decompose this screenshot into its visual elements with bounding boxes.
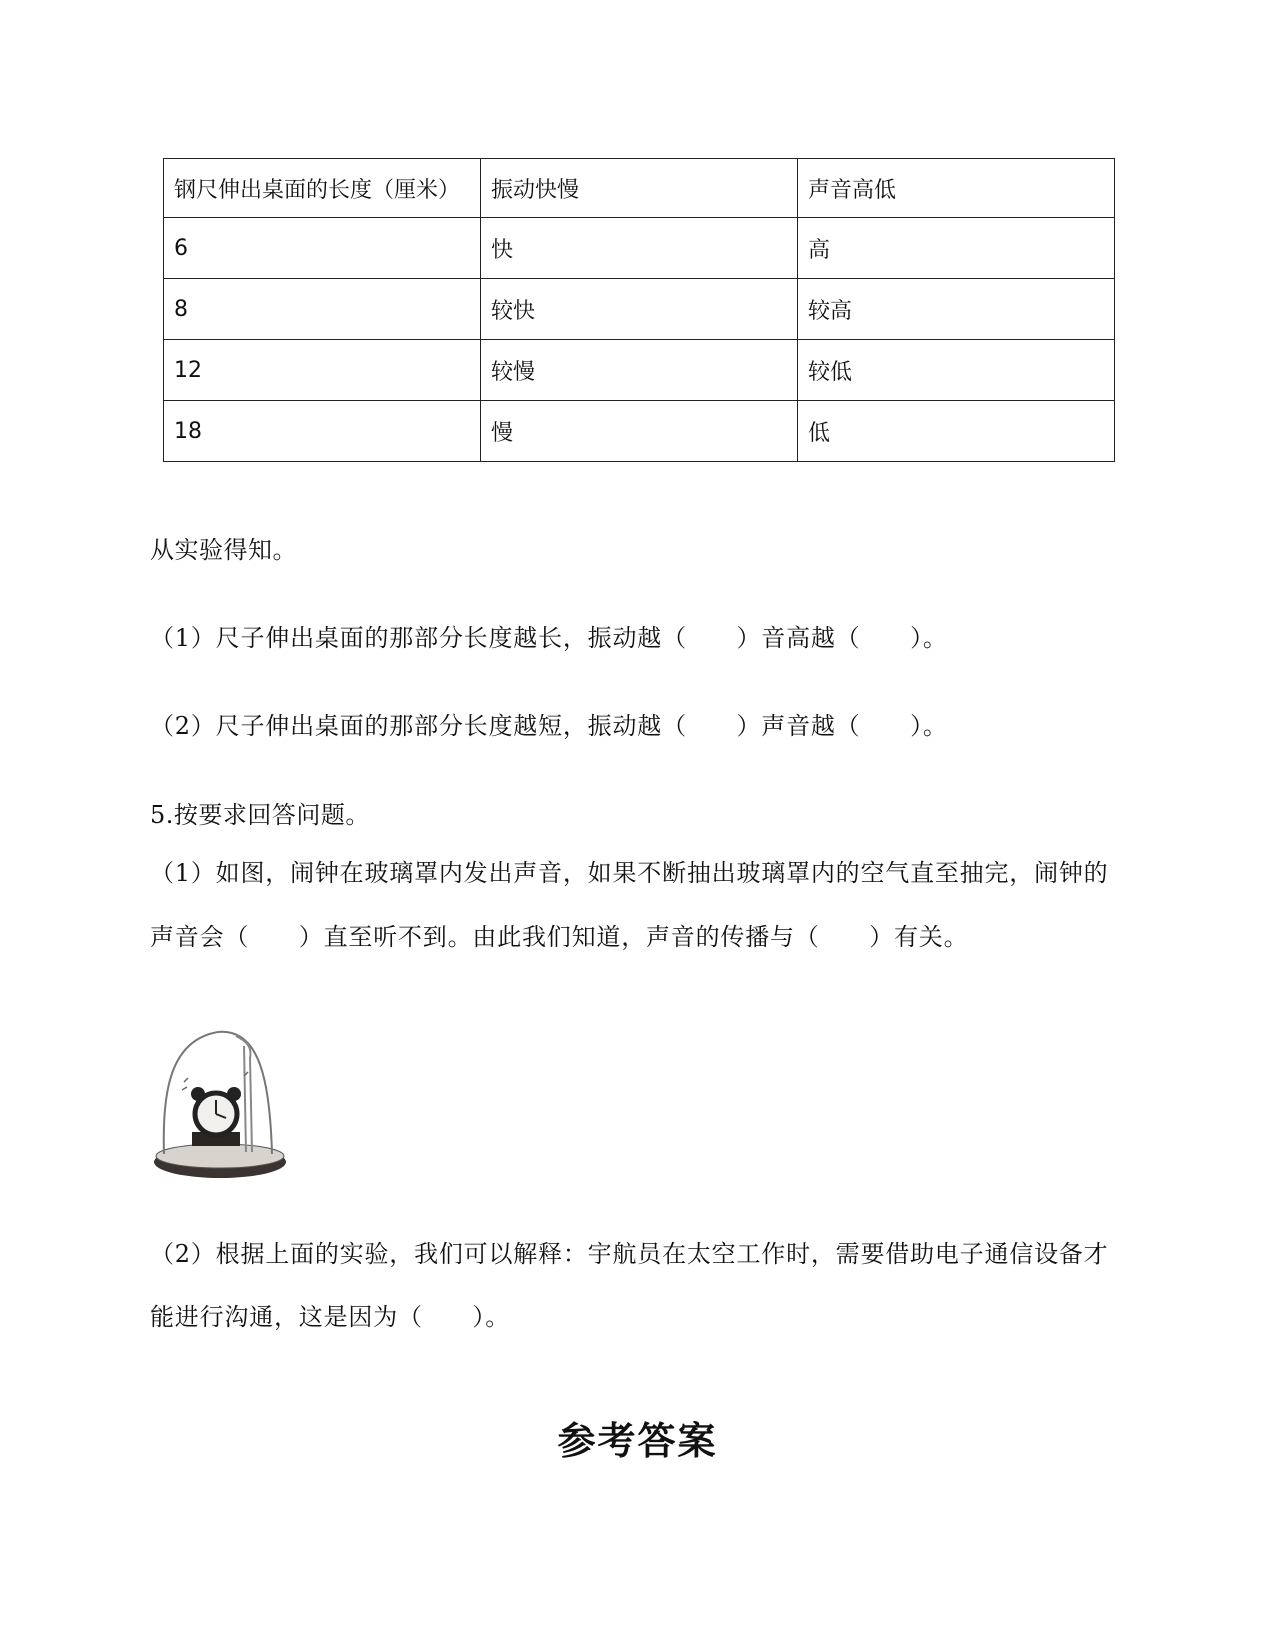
table-row [164, 279, 1115, 340]
table-row [164, 218, 1115, 279]
experiment-table [163, 158, 1115, 462]
table-cell: 较低 [798, 340, 1115, 401]
q5-title: 5.按要求回答问题。 [150, 801, 370, 829]
table-cell: 较慢 [481, 340, 798, 401]
q4-intro: 从实验得知。 [150, 536, 297, 564]
clock-bell-left [191, 1087, 205, 1101]
table-cell: 6 [164, 218, 481, 279]
table-header-row [164, 159, 1115, 218]
table-cell: 8 [164, 279, 481, 340]
q4-subquestion-2: （2）尺子伸出桌面的那部分长度越短，振动越（ ）声音越（ ）。 [150, 712, 948, 740]
table-cell: 较高 [798, 279, 1115, 340]
table-row [164, 401, 1115, 462]
table-cell: 高 [798, 218, 1115, 279]
q5-subquestion-2-line-1: （2）根据上面的实验，我们可以解释：宇航员在太空工作时，需要借助电子通信设备才 [150, 1240, 1109, 1268]
q5-subquestion-1-line-2: 声音会（ ）直至听不到。由此我们知道，声音的传播与（ ）有关。 [150, 923, 969, 951]
table-cell: 慢 [481, 401, 798, 462]
table-header-cell: 钢尺伸出桌面的长度（厘米） [164, 159, 481, 218]
sound-wave-marks [182, 1072, 248, 1090]
table-row [164, 340, 1115, 401]
table-cell: 快 [481, 218, 798, 279]
q5-subquestion-1-line-1: （1）如图，闹钟在玻璃罩内发出声音，如果不断抽出玻璃罩内的空气直至抽完，闹钟的 [150, 859, 1109, 887]
table-header-cell: 振动快慢 [481, 159, 798, 218]
clock-bell-right [227, 1087, 241, 1101]
table-cell: 18 [164, 401, 481, 462]
q4-subquestion-1: （1）尺子伸出桌面的那部分长度越长，振动越（ ）音高越（ ）。 [150, 624, 948, 652]
table-header-cell: 声音高低 [798, 159, 1115, 218]
jar-base-top [156, 1144, 284, 1168]
table-cell: 12 [164, 340, 481, 401]
bell-jar-alarm-clock-illustration [148, 1012, 288, 1192]
answer-section-title: 参考答案 [557, 1419, 718, 1463]
table-cell: 低 [798, 401, 1115, 462]
q5-subquestion-2-line-2: 能进行沟通，这是因为（ ）。 [150, 1303, 510, 1331]
table-cell: 较快 [481, 279, 798, 340]
